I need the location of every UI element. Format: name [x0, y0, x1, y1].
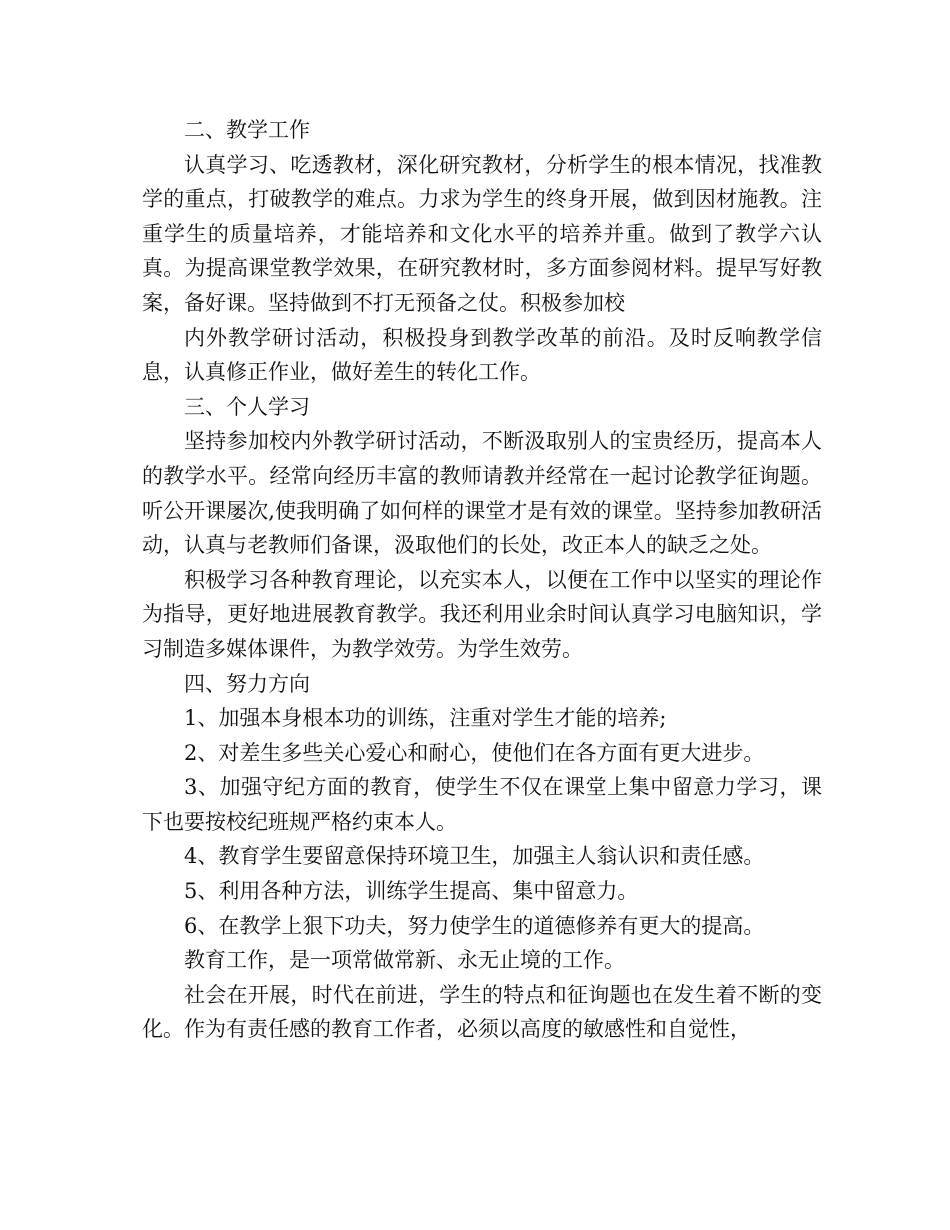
list-item: 1、加强本身根本功的训练，注重对学生才能的培养; [184, 706, 667, 731]
paragraph: 认真学习、吃透教材，深化研究教材，分析学生的根本情况，找准教学的重点，打破教学的难点。力求为学生的终身开展，做到因材施教。注重学生的质量培养，才能培养和文化水平的培养并重。做到了教学六认真。为提高课堂教学效果，在研究教材时，多方面参阅材料。提早写好教案，备好课。坚持做到不打无预备之仗。积极参加校 [142, 152, 822, 315]
section-heading-direction: 四、努力方向 [184, 671, 310, 696]
paragraph: 社会在开展，时代在前进，学生的特点和征询题也在发生着不断的变化。作为有责任感的教育工作者，必须以高度的敏感性和自觉性， [142, 982, 822, 1042]
paragraph: 内外教学研讨活动，积极投身到教学改革的前沿。及时反响教学信息，认真修正作业，做好差生的转化工作。 [142, 325, 822, 385]
section-heading-teaching: 二、教学工作 [184, 118, 310, 142]
document-body [142, 113, 822, 1047]
list-item: 6、在教学上狠下功夫，努力使学生的道德修养有更大的提高。 [184, 913, 765, 938]
list-item: 5、利用各种方法，训练学生提高、集中留意力。 [184, 879, 639, 904]
list-item: 3、加强守纪方面的教育，使学生不仅在课堂上集中留意力学习，课下也要按校纪班规严格约束本人。 [142, 775, 822, 834]
list-item: 2、对差生多些关心爱心和耐心，使他们在各方面有更大进步。 [184, 740, 765, 765]
section-heading-personal-study: 三、个人学习 [184, 394, 310, 419]
list-item: 4、教育学生要留意保持环境卫生，加强主人翁认识和责任感。 [184, 844, 765, 869]
paragraph: 坚持参加校内外教学研讨活动，不断汲取别人的宝贵经历，提高本人的教学水平。经常向经历丰富的教师请教并经常在一起讨论教学征询题。听公开课屡次,使我明确了如何样的课堂才是有效的课堂。坚持参加教研活动，认真与老教师们备课，汲取他们的长处，改正本人的缺乏之处。 [142, 429, 822, 558]
paragraph: 教育工作，是一项常做常新、永无止境的工作。 [184, 948, 625, 973]
paragraph: 积极学习各种教育理论，以充实本人，以便在工作中以坚实的理论作为指导，更好地进展教育教学。我还利用业余时间认真学习电脑知识，学习制造多媒体课件，为教学效劳。为学生效劳。 [142, 567, 822, 661]
